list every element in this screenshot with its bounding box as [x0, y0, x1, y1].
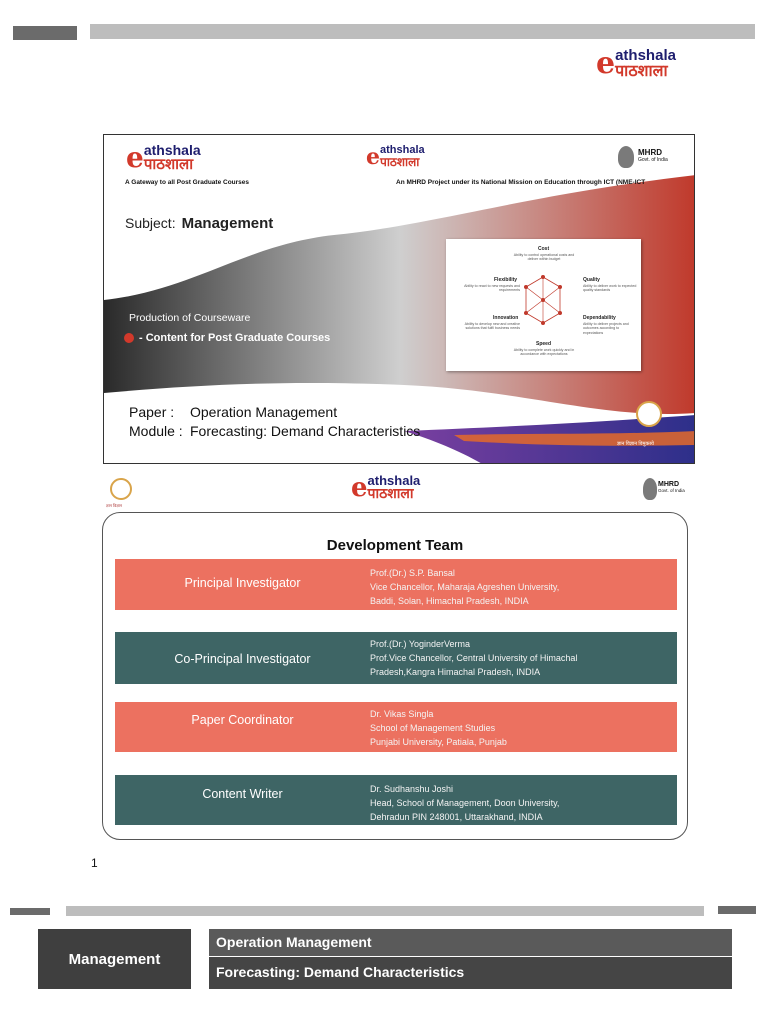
mhrd-sub: Govt. of India	[658, 487, 685, 493]
module-value: Forecasting: Demand Characteristics	[190, 422, 421, 439]
diagram-cost-title: Cost	[538, 246, 550, 252]
paper-label: Paper :	[129, 404, 175, 420]
logo-english: athshala	[615, 47, 676, 64]
slide-subject	[125, 215, 273, 232]
diagram-dependability-desc: Ability to deliver projects and outcomes according to expectations	[583, 322, 629, 335]
footer-bar	[66, 906, 704, 916]
header-bar-left	[13, 26, 77, 40]
title-slide	[103, 134, 695, 464]
team-member-info	[370, 566, 559, 608]
logo-hindi: पाठशाला	[615, 61, 668, 80]
seal-motto: ज्ञान विज्ञान विमुक्तये	[617, 441, 654, 447]
university-seal-icon	[636, 401, 662, 427]
logo-letter: e	[366, 143, 380, 170]
member-detail: Prof.Vice Chancellor, Central University of Himachal	[370, 653, 578, 663]
member-detail: Head, School of Management, Doon University,	[370, 798, 560, 808]
epathshala-logo	[596, 45, 676, 81]
member-name: Dr. Sudhanshu Joshi	[370, 784, 454, 794]
national-emblem-icon	[643, 478, 657, 500]
diagram-speed-desc: Ability to complete work quickly and in accordance with expectations	[513, 348, 575, 357]
slide-project-line: An MHRD Project under its National Mission on Education through ICT (NME-ICT	[396, 179, 646, 186]
slide-logo-center	[366, 145, 425, 168]
team-member-info	[370, 782, 559, 824]
team-epathshala-logo	[351, 474, 420, 501]
diagram-flexibility-desc: Ability to react to new requests and requirements	[464, 284, 520, 293]
slide-paper-module	[129, 403, 420, 441]
team-member-info	[370, 707, 507, 749]
ugc-seal-icon	[110, 478, 132, 500]
team-role: Paper Coordinator	[191, 713, 294, 727]
logo-letter: e	[126, 140, 144, 174]
member-detail: Pradesh,Kangra Himachal Pradesh, INDIA	[370, 667, 541, 677]
member-name: Prof.(Dr.) S.P. Bansal	[370, 568, 455, 578]
paper-value: Operation Management	[190, 404, 338, 420]
page-number: 1	[91, 856, 98, 870]
team-row-paper-coordinator	[115, 702, 677, 752]
diagram-flexibility-title: Flexibility	[494, 277, 518, 283]
mhrd-name: MHRD	[658, 481, 679, 488]
member-detail: Punjabi University, Patiala, Punjab	[370, 737, 507, 747]
subject-label: Subject:	[125, 215, 176, 231]
member-detail: Vice Chancellor, Maharaja Agreshen University,	[370, 582, 560, 592]
development-team-box	[102, 512, 688, 840]
slide-production-line: Production of Courseware	[129, 312, 251, 324]
member-detail: Baddi, Solan, Himachal Pradesh, INDIA	[370, 596, 529, 606]
subject-value: Management	[181, 215, 274, 232]
logo-letter: e	[596, 45, 616, 81]
epathshala-mini-icon	[124, 333, 134, 343]
logo-english: athshala	[367, 473, 421, 488]
diagram-cost-desc: Ability to control operational costs and deliver within budget	[513, 253, 575, 262]
ugc-seal-motto: ज्ञान विज्ञान	[106, 503, 123, 508]
performance-objectives-diagram	[446, 239, 641, 371]
logo-hindi: पाठशाला	[367, 486, 414, 502]
mhrd-name: MHRD	[638, 148, 662, 157]
slide-content-line	[124, 332, 330, 344]
team-role: Co-Principal Investigator	[174, 652, 311, 666]
logo-english: athshala	[143, 142, 201, 158]
diagram-speed-title: Speed	[536, 341, 552, 347]
team-member-info	[370, 637, 577, 679]
footer-bar-left	[10, 908, 50, 915]
header-bar	[90, 24, 755, 39]
team-role: Content Writer	[202, 787, 283, 801]
national-emblem-icon	[618, 146, 634, 168]
diagram-innovation-desc: Ability to develop new and creative solutions that fulfil business needs	[464, 322, 520, 331]
diagram-quality-desc: Ability to deliver work to expected quality standards	[583, 284, 637, 293]
logo-english: athshala	[380, 144, 425, 156]
slide-logo-left	[126, 140, 201, 174]
slide-tagline: A Gateway to all Post Graduate Courses	[125, 179, 250, 186]
member-detail: Dehradun PIN 248001, Uttarakhand, INDIA	[370, 812, 543, 822]
module-label: Module :	[129, 422, 183, 439]
logo-hindi: पाठशाला	[380, 155, 420, 169]
mhrd-label	[658, 481, 685, 494]
logo-hindi: पाठशाला	[143, 155, 194, 173]
member-detail: School of Management Studies	[370, 723, 496, 733]
footer-module: Forecasting: Demand Characteristics	[209, 957, 732, 989]
development-team-title: Development Team	[326, 537, 464, 554]
diagram-quality-title: Quality	[583, 277, 600, 283]
content-line-text: - Content for Post Graduate Courses	[139, 332, 331, 344]
mhrd-sub: Govt. of India	[638, 156, 668, 163]
diagram-dependability-title: Dependability	[583, 315, 616, 321]
footer-paper: Operation Management	[209, 929, 732, 956]
footer-bar-right	[718, 906, 756, 914]
team-row-co-principal-investigator	[115, 632, 677, 684]
diagram-innovation-title: Innovation	[493, 315, 519, 321]
logo-letter: e	[351, 472, 368, 503]
team-row-principal-investigator	[115, 559, 677, 610]
member-name: Dr. Vikas Singla	[370, 709, 434, 719]
member-name: Prof.(Dr.) YoginderVerma	[370, 639, 471, 649]
team-row-content-writer	[115, 775, 677, 825]
footer-subject: Management	[38, 929, 191, 989]
mhrd-label	[638, 149, 668, 163]
team-role: Principal Investigator	[184, 576, 301, 590]
